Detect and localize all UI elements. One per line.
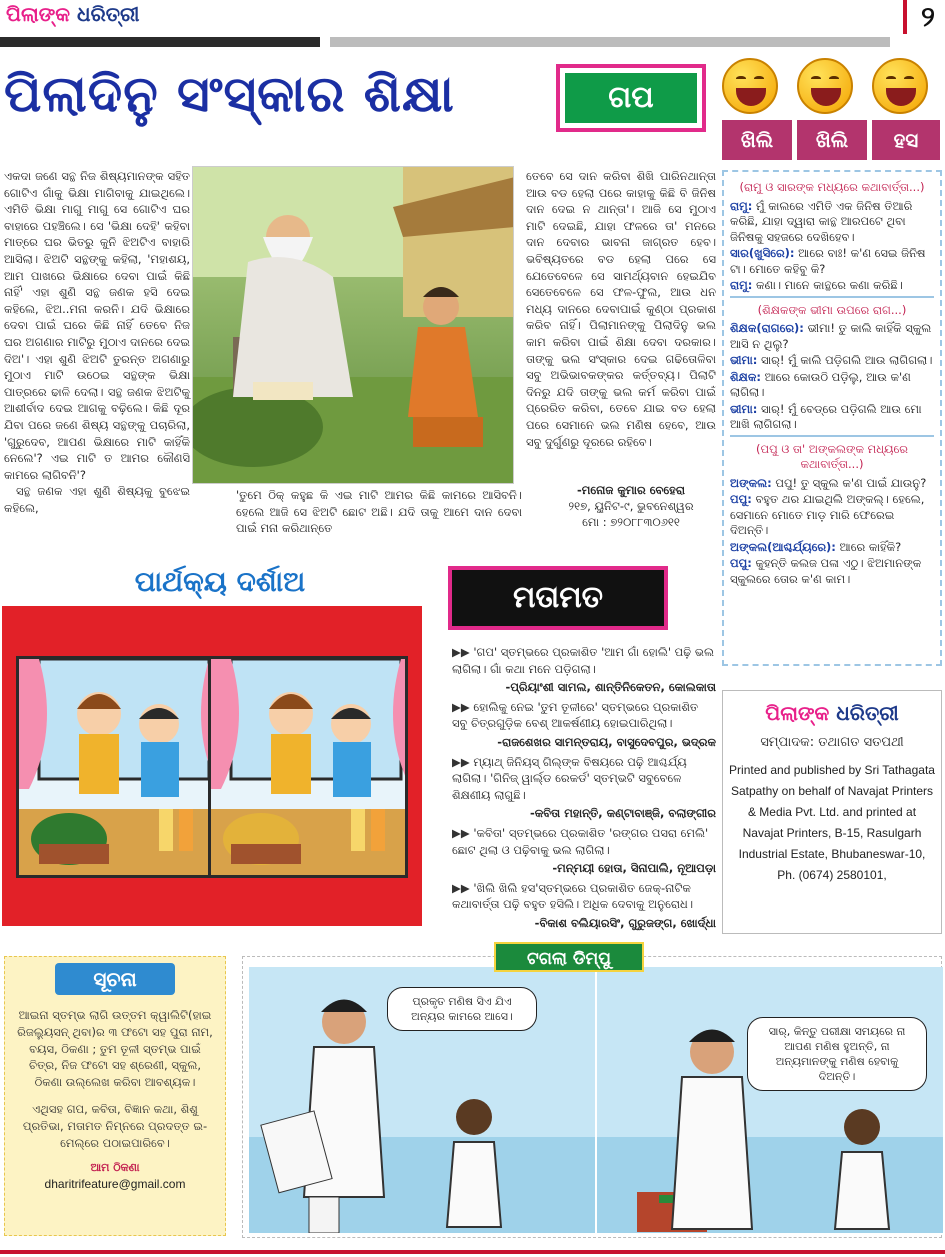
notice-paragraph: ଏଥିସହ ଗପ, କବିତା, ବିଜ୍ଞାନ କଥା, ଶିଶୁ ପ୍ରତିଭା, ମତାମତ ନିମ୍ନରେ ପ୍ରଦତ୍ତ ଇ-ମେଲ୍‌ରେ ପଠାଇପାରିବେ। (22, 1101, 208, 1150)
joke-title: (ରାମୁ ଓ ସାରଙ୍କ ମଧ୍ୟରେ କଥାବାର୍ତ୍ତା...) (739, 180, 925, 194)
notice-body (17, 1007, 213, 1151)
masthead (0, 0, 945, 36)
notice-paragraph: ଆଇନା ସ୍ତମ୍ଭ ଲାଗି ଉତ୍ତମ କ୍ୱାଲିଟି(ହାଇ ରିଜଲ୍ୟୁସନ୍ ଥିବା)ର ୩ ଫଟୋ ସହ ପୁରା ନାମ, ବୟସ, ଠିକଣା ; ତୁମ ତୂଳୀ ସ୍ତମ୍ଭ ପାଇଁ ଚିତ୍ର, ନିଜ ଫଟୋ ସହ ଶ୍ରେଣୀ, ସ୍କୁଲ, ଠିକଣା ଉଲ୍ଲେଖ କରିବା ଆବଶ୍ୟକ। (17, 1008, 213, 1090)
comic-panel-2-svg (597, 967, 943, 1233)
joke-text: ସାର୍! ମୁଁ କାଲି ପଡ଼ିଗଲି ଆଉ ଲାଗିଗଲା। (757, 353, 933, 367)
joke-speaker: ପପୁ: (730, 492, 752, 506)
opinion-text: 'କବିତା' ସ୍ତମ୍ଭରେ ପ୍ରକାଶିତ 'ରଙ୍ଗର ପସରା ମେଲି' ଛୋଟ ଥିଲା ଓ ପଢ଼ିବାକୁ ଭଲ ଲାଗିଲା। (452, 825, 709, 857)
speech-bubble: ପ୍ରକୃତ ମଣିଷ ସିଏ ଯିଏ ଅନ୍ୟର କାମରେ ଆସେ। (387, 987, 537, 1031)
joke-text: କୁହନ୍ତି କଲଜ ପଳା ଏଠୁ। ଝିଅମାନଙ୍କ ସ୍କୁଲରେ ତୋର କ'ଣ କାମ। (730, 556, 922, 586)
opinion-text: 'ଖିଲି ଖିଲି ହସ'ସ୍ତମ୍ଭରେ ପ୍ରକାଶିତ ଜେକ୍-ନାଟିକ କଥାବାର୍ତ୍ତା ପଢ଼ି ବହୁତ ହସିଲି। ଅଧିକ ଦେବାକୁ ଅନୁରୋଧ। (452, 880, 694, 912)
author-name: -ମନୋଜ କୁମାର ବେହେରା (577, 483, 685, 497)
opinion-item (452, 754, 716, 804)
story-paragraph: ଏକଦା ଜଣେ ସନ୍ଥ ନିଜ ଶିଷ୍ୟମାନଙ୍କ ସହିତ ଗୋଟିଏ ଗାଁକୁ ଭିକ୍ଷା ମାଗିବାକୁ ଯାଇଥିଲେ। ଏମିତି ଭିକ୍ଷା ମାଗୁ ମାଗୁ ସେ ଗୋଟିଏ ଘର ବାହାରେ ପହଞ୍ଚିଲେ। ସେ 'ଭିକ୍ଷା ଦେହି' କହିବା ମାତ୍ରେ ଘର ଭିତରୁ କୁନି ଝିଅଟିଏ ବାହାରି ଆସିଲା। ଝିଅଟି ସନ୍ଥଙ୍କୁ କହିଲା, 'ମହାଶୟ, ଆମ ପାଖରେ ଭିକ୍ଷାରେ ଦେବା ପାଇଁ କିଛି ନାହିଁ' ଏହା ଶୁଣି ସନ୍ଥ ଜଣକ ହସି ଦେଇ କହିଲେ, ଝିଅ..ମନା କରନି। ଯଦି ଭିକ୍ଷାରେ ଦେବା ପାଇଁ ଘରେ କିଛି ନାହିଁ ତେବେ ନିଜ ଘର ଅଗଣାର ମାଟିରୁ ମୁଠାଏ ଦାନରେ ଦେଇ ଦିଅ'। ଏହା ଶୁଣି ଝିଅଟି ତୁରନ୍ତ ଅଗଣାରୁ ମୁଠାଏ ମାଟି ଉଠେଇ ସନ୍ଥଙ୍କ ଭିକ୍ଷା ପାତ୍ରରେ ଢାଳି ଦେଲା। ସନ୍ଥ ଜଣକ ଝିଅଟିକୁ ଆଶୀର୍ବାଦ ଦେଇ ଆଗକୁ ବଢ଼ିଲେ। କିଛି ଦୂର ଯିବା ପରେ ଜଣେ ଶିଷ୍ୟ ସନ୍ଥଙ୍କୁ ପଚାରିଲା, 'ଗୁରୁଦେବ, ଆପଣ ଭିକ୍ଷାରେ ମାଟି କାହିଁକି ନେଲେ'? ଏଇ ମାଟି ତ ଆମର କୌଣସି କାମରେ ଲାଗିବନି'? (4, 169, 190, 482)
double-arrow-icon: ▶▶ (452, 825, 470, 840)
address-label: ଆମ ଠିକଣା (90, 1161, 140, 1175)
story-column-left (4, 168, 190, 516)
opinion-text: ହୋଲିକୁ ନେଇ 'ତୁମ ତୂଳୀରେ' ସ୍ତମ୍ଭରେ ପ୍ରକାଶିତ ସବୁ ଚିତ୍ରଗୁଡ଼ିକ ବେଶ୍ ଆକର୍ଷଣୀୟ ହୋଇପାରିଥିଲା। (452, 699, 699, 731)
scene-b-svg (211, 659, 408, 878)
story-headline: ପିଲାଦିନୁ ସଂସ୍କାର ଶିକ୍ଷା (4, 65, 455, 123)
comic-strip (242, 956, 942, 1238)
laughing-face-icon (872, 58, 928, 114)
editorial-box (722, 690, 942, 934)
joke-line (730, 321, 934, 352)
top-rule-light (330, 37, 890, 47)
joke-line (730, 540, 934, 556)
notice-title: ସୂଚନା (55, 963, 175, 995)
joke-text: ମୁଁ କାଲରେ ଏମିତି ଏକ ଜିନିଷ ତିଆରି କରିଛି, ଯାହା ଦ୍ୱାରା କାନ୍ଥ ଆରପଟେ ଥିବା ଜିନିଷକୁ ସହଜରେ ଦେଖିହେବ। (730, 198, 913, 244)
joke-speaker: ରାମୁ: (730, 198, 753, 213)
top-rule-dark (0, 37, 320, 47)
joke-text: ସାର୍! ମୁଁ ବେଡ୍‌ରେ ପଡ଼ିଗଲି ଆଉ ମୋ ଆଖି ଲାଗିଗଲା। (730, 401, 922, 431)
double-arrow-icon: ▶▶ (452, 754, 470, 769)
illustration-svg (193, 167, 514, 484)
joke-speaker: ଭୀମା: (730, 401, 758, 416)
bottom-rule (0, 1250, 945, 1254)
opinions-list (452, 644, 716, 935)
opinions-title: ମତାମତ (448, 566, 668, 630)
joke-speaker: ଅଙ୍କଲ(ଆଶ୍ଚର୍ଯ୍ୟରେ): (730, 539, 836, 554)
jokes-header-word: ଖିଲି (797, 120, 867, 160)
logo-part-a: ପିଲାଙ୍କ (765, 701, 830, 725)
comic-panel-2 (597, 967, 943, 1233)
author-address: ୨୧୭, ୟୁନିଟ-୯, ଭୁବନେଶ୍ୱର (568, 499, 694, 513)
editor-credit: ସମ୍ପାଦକ: ତଥାଗତ ସତପଥୀ (760, 735, 904, 750)
story-paragraph: ତେବେ ସେ ଦାନ କରିବା ଶିଖି ପାରିନଥାନ୍ତା ଆଉ ବଡ ହେଲା ପରେ କାହାକୁ କିଛି ବି ଜିନିଷ ଦାନ ଦେଇ ନ ଥାନ୍ତା'। ଆଜି ସେ ମୁଠାଏ ମାଟି ଦେଇଛି, ଯାହା ଫଳରେ ତା' ମନରେ ଦାନ ଦେବାର ଭାବନା ଜାଗ୍ରତ ହେବ। ଭବିଷ୍ୟତରେ ବଡ ହେଲା ପରେ ସେ ଯେତେବେଳେ ସେ ସାମର୍ଥ୍ୟବାନ ହେଇଯିବ ସେତେବେଳେ ସେ ଫଳ-ଫୁଲ, ଆଉ ଧନ ମଧ୍ୟ ଦାନରେ ଦେବାପାଇଁ କୁଣ୍ଠା ପ୍ରକାଶ କରିବ ନାହିଁ। ପିଲାମାନଙ୍କୁ ପିଲାଦିନୁ ଭଲ କାମ କରିବା ପାଇଁ ଶିକ୍ଷା ଦେବା ଦରକାର। ତାଙ୍କୁ ଭଲ ସଂସ୍କାର ଦେଇ ଗଢିତୋଳିବା ସବୁ ଅଭିଭାବକଙ୍କର କର୍ତ୍ତବ୍ୟ। ପିଲାଟି ଦିନରୁ ଯଦି ତାଙ୍କୁ ଭଲ କର୍ମ କରିବା ପାଇଁ ପ୍ରେରିତ କରିବା, ତେବେ ଯାଇ ବଡ ହେଲା ପରେ ସେମାନେ ଭଲ ମଣିଷ ହେବେ, ଆଉ ସବୁ ଦୁର୍ଗୁଣରୁ ଦୂରରେ ରହିବେ। (526, 169, 716, 449)
joke-line (730, 492, 934, 539)
laughing-face-icon (722, 58, 778, 114)
opinion-item (452, 880, 716, 913)
double-arrow-icon: ▶▶ (452, 645, 470, 659)
opinion-text: ମ୍ୟାଥ୍ ଜିନିୟସ୍ ଗିଲ୍ଙ୍କ ବିଷୟରେ ପଢ଼ି ଆଶ୍ଚର୍ଯ୍ୟ ଲାଗିଲା। 'ଗିନିଜ୍ ୱାର୍ଲ୍ଡ ରେକର୍ଡ' ସ୍ତମ୍ଭଟି ସବୁବେଳେ ଶିକ୍ଷଣୀୟ ଲାଗୁଛି। (452, 754, 687, 802)
joke-speaker: ଭୀମା: (730, 353, 758, 367)
joke-text: କଣା। ମାନେ କାନ୍ଥରେ କଣା କରିଛି। (752, 278, 903, 292)
logo-part-a: ପିଲାଙ୍କ (6, 2, 71, 26)
publication-logo (729, 701, 935, 725)
joke-text: ପପୁ! ତୁ ସ୍କୁଲ କ'ଣ ପାଇଁ ଯାଉନୁ? (771, 475, 927, 490)
story-paragraph: ସନ୍ଥ ଜଣକ ଏହା ଶୁଣି ଶିଷ୍ୟକୁ ବୁଝେଇ କହିଲେ, (4, 484, 190, 515)
difference-scene-b (208, 656, 408, 878)
joke-title: (ଶିକ୍ଷକଙ୍କ ଭୀମା ଉପରେ ରାଗ...) (730, 296, 934, 319)
opinion-signature: -ରାଜଶେଖର ସାମନ୍ତରାୟ, ବାସୁଦେବପୁର, ଭଦ୍ରକ (497, 734, 716, 749)
opinion-text: 'ଗପ' ସ୍ତମ୍ଭରେ ପ୍ରକାଶିତ 'ଆମ ଗାଁ ହୋଲି' ପଢ଼ି ଭଲ ଲାଗିଲା। ଗାଁ କଥା ମନେ ପଡ଼ିଗଲା। (452, 645, 714, 676)
joke-line (730, 556, 934, 587)
joke-line (730, 199, 934, 246)
jokes-header-word: ଖିଲି (722, 120, 792, 160)
speech-bubble: ସାର୍, କିନ୍ତୁ ପରୀକ୍ଷା ସମୟରେ ନା ଆପଣ ମଣିଷ ହୁଅନ୍ତି, ନା ଅନ୍ୟମାନଙ୍କୁ ମଣିଷ ହେବାକୁ ଦିଅନ୍ତି। (747, 1017, 927, 1091)
joke-line (730, 370, 934, 401)
opinion-signature: -ପ୍ରିୟାଂଶୀ ସାମଲ, ଶାନ୍ତିନିକେତନ, କୋଲକାତା (505, 680, 716, 695)
opinion-signature: -ମନ୍ମୟୀ ହୋତା, ସିନାପାଲି, ନୂଆପଡ଼ା (552, 861, 716, 876)
joke-speaker: ସାର(ଖୁସିରେ): (730, 246, 795, 260)
comic-panel-1 (249, 967, 595, 1233)
story-column-right (526, 168, 716, 450)
opinion-item (452, 825, 716, 858)
difference-game-panel (2, 606, 422, 926)
author-phone: ମୋ : ୭୨୦୮୮୩୦୬୧୧ (582, 515, 680, 529)
printer-line: Printed and published by Sri Tathagata Satpathy on behalf of Navajat Printers & Media Pvt. Ltd. and printed at Navajat Printers, B-15, Rasulgarh Industrial Estate, Bhubaneswar-10, Ph. (0674) 2580101, (729, 763, 935, 882)
story-column-bottom (236, 487, 522, 537)
joke-line (730, 402, 934, 433)
laughing-face-icon (797, 58, 853, 114)
joke-speaker: ପପୁ: (730, 556, 752, 570)
sage-and-disciple-illustration (192, 166, 514, 484)
difference-scene-a (16, 656, 216, 878)
joke-speaker: ରାମୁ: (730, 278, 753, 292)
joke-text: ବହୁତ ଥର ଯାଇଥିଲି ଅଙ୍କଲ୍। ହେଲେ, ସେମାନେ ମୋତେ ମାଡ଼ ମାରି ଫେରେଇ ଦିଅନ୍ତି। (730, 492, 925, 537)
opinion-item (452, 644, 716, 677)
story-paragraph: 'ତୁମେ ଠିକ୍ କହୁଛ କି ଏଇ ମାଟି ଆମର କିଛି କାମରେ ଆସିବନି। ହେଲେ ଆଜି ସେ ଝିଅଟି ଛୋଟ ଅଛି। ଯଦି ତାକୁ ଆମେ ଦାନ ଦେବା ପାଇଁ ମନା କରିଥାନ୍ତେ (236, 488, 522, 536)
joke-text: ଆରେ ବାଃ! କ'ଣ ସେଇ ଜିନିଷ ଟା। ମୋତେ କହିବୁ କି? (730, 246, 926, 276)
joke-line (730, 278, 934, 294)
joke-text: ଭୀମା! ତୁ କାଲି କାହିଁକି ସ୍କୁଲ ଆସି ନ ଥିଲୁ? (730, 321, 932, 351)
joke-speaker: ଅଙ୍କଲ: (730, 475, 772, 490)
opinion-item (452, 699, 716, 732)
contact-email[interactable]: dharitrifeature@gmail.com (44, 1177, 186, 1192)
section-tag-label: ଗପ (565, 73, 697, 123)
joke-text: ଆରେ କାହିଁକି? (835, 539, 902, 554)
page-number: ୨ (903, 0, 935, 34)
logo-part-b: ଧରିତ୍ରୀ (836, 701, 899, 725)
opinion-signature: -କବିତା ମହାନ୍ତି, କଣ୍ଟାବାଞ୍ଜି, ବଲାଙ୍ଗୀର (529, 806, 716, 821)
joke-line (730, 246, 934, 277)
double-arrow-icon: ▶▶ (452, 699, 470, 714)
joke-line (730, 476, 934, 492)
joke-speaker: ଶିକ୍ଷକ(ରାଗରେ): (730, 321, 804, 335)
joke-speaker: ଶିକ୍ଷକ: (730, 369, 761, 384)
logo-part-b: ଧରିତ୍ରୀ (77, 2, 140, 26)
comic-title: ଟଗଲା ଡିମ୍ପୁ (494, 942, 644, 972)
scene-a-svg (19, 659, 216, 878)
joke-text: ଆରେ କୋଉଠି ପଡ଼ିଲୁ, ଆଉ କ'ଣ ଲାଗିଲା। (730, 369, 911, 399)
double-arrow-icon: ▶▶ (452, 880, 470, 895)
notice-box (4, 956, 226, 1236)
joke-line (730, 353, 934, 369)
opinion-signature: -ବିକାଶ ବଲିୟାରସିଂ, ଗୁରୁଜଙ୍ଗ, ଖୋର୍ଦ୍ଧା (534, 915, 716, 930)
joke-title: (ପପୁ ଓ ତା' ଅଙ୍କଲଙ୍କ ମଧ୍ୟରେ କଥାବାର୍ତ୍ତା...) (730, 435, 934, 473)
jokes-panel (722, 170, 942, 666)
difference-game-title: ପାର୍ଥକ୍ୟ ଦର୍ଶାଅ (134, 565, 306, 598)
author-byline (546, 482, 716, 530)
section-tag (556, 64, 706, 132)
publication-logo (6, 2, 140, 26)
jokes-header-word: ହସ (872, 120, 940, 160)
